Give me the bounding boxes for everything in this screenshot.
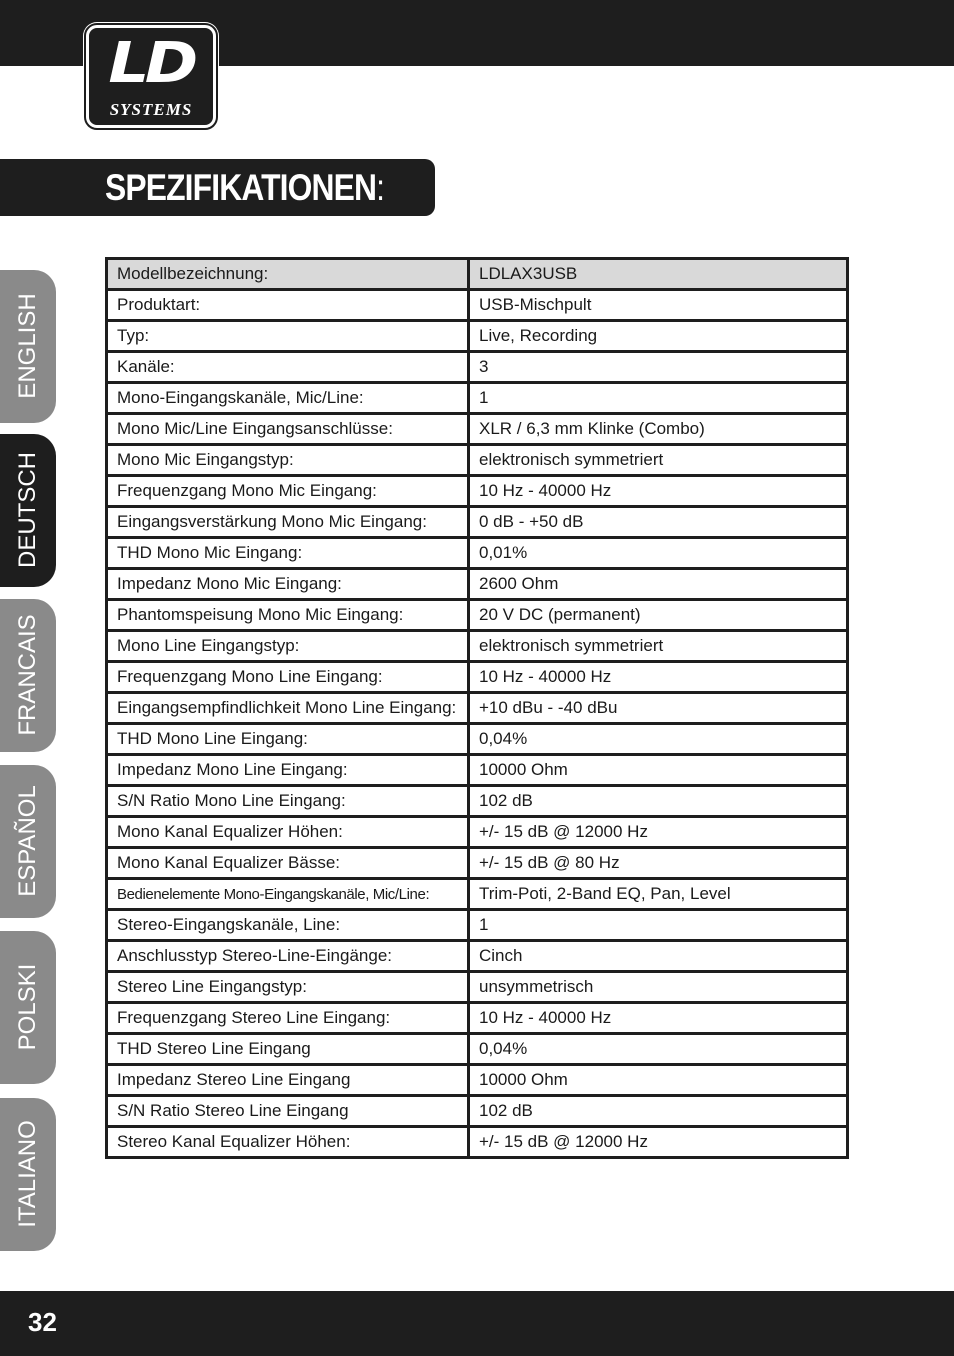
spec-label: Mono Mic Eingangstyp: xyxy=(107,445,469,476)
spec-label: Mono Mic/Line Eingangsanschlüsse: xyxy=(107,414,469,445)
spec-value: 10 Hz - 40000 Hz xyxy=(469,476,848,507)
spec-value: 1 xyxy=(469,910,848,941)
specifications-table xyxy=(105,257,849,1159)
spec-value: 1 xyxy=(469,383,848,414)
spec-value: +/- 15 dB @ 12000 Hz xyxy=(469,1127,848,1158)
spec-value: 0 dB - +50 dB xyxy=(469,507,848,538)
spec-label: Produktart: xyxy=(107,290,469,321)
spec-label: Eingangsempfindlichkeit Mono Line Eingang: xyxy=(107,693,469,724)
spec-value: 0,01% xyxy=(469,538,848,569)
language-tab-francais[interactable] xyxy=(0,599,56,752)
table-row xyxy=(107,600,848,631)
spec-value: +10 dBu - -40 dBu xyxy=(469,693,848,724)
language-tab-label: ENGLISH xyxy=(14,293,41,399)
language-tab-label: FRANCAIS xyxy=(14,614,41,736)
spec-label: Mono Kanal Equalizer Bässe: xyxy=(107,848,469,879)
table-row xyxy=(107,941,848,972)
language-tab-deutsch[interactable] xyxy=(0,434,56,587)
language-tab-italiano[interactable] xyxy=(0,1098,56,1251)
spec-value: +/- 15 dB @ 80 Hz xyxy=(469,848,848,879)
spec-value: USB-Mischpult xyxy=(469,290,848,321)
spec-value: 0,04% xyxy=(469,1034,848,1065)
spec-value: +/- 15 dB @ 12000 Hz xyxy=(469,817,848,848)
table-row xyxy=(107,569,848,600)
table-row xyxy=(107,507,848,538)
spec-value: 2600 Ohm xyxy=(469,569,848,600)
table-row xyxy=(107,879,848,910)
spec-label: Typ: xyxy=(107,321,469,352)
table-row xyxy=(107,1096,848,1127)
spec-label: Modellbezeichnung: xyxy=(107,259,469,290)
table-row xyxy=(107,755,848,786)
table-row xyxy=(107,414,848,445)
table-row xyxy=(107,352,848,383)
language-tab-label: DEUTSCH xyxy=(14,451,41,569)
spec-label: Frequenzgang Mono Line Eingang: xyxy=(107,662,469,693)
spec-value: 0,04% xyxy=(469,724,848,755)
spec-label: Bedienelemente Mono-Eingangskanäle, Mic/Line: xyxy=(107,879,469,910)
spec-value: Live, Recording xyxy=(469,321,848,352)
table-row xyxy=(107,910,848,941)
spec-value: elektronisch symmetriert xyxy=(469,445,848,476)
table-row xyxy=(107,476,848,507)
spec-label: Stereo Line Eingangstyp: xyxy=(107,972,469,1003)
language-tab-english[interactable] xyxy=(0,270,56,423)
spec-value: 10000 Ohm xyxy=(469,755,848,786)
spec-label: Anschlusstyp Stereo-Line-Eingänge: xyxy=(107,941,469,972)
table-row xyxy=(107,631,848,662)
table-row xyxy=(107,1003,848,1034)
language-tab-label: ESPAÑOL xyxy=(14,785,41,897)
spec-label: Mono-Eingangskanäle, Mic/Line: xyxy=(107,383,469,414)
spec-label: Stereo-Eingangskanäle, Line: xyxy=(107,910,469,941)
language-tab-polski[interactable] xyxy=(0,931,56,1084)
spec-label: THD Mono Line Eingang: xyxy=(107,724,469,755)
table-row xyxy=(107,817,848,848)
page-title-text: SPEZIFIKATIONEN xyxy=(105,167,377,208)
table-row xyxy=(107,972,848,1003)
table-row xyxy=(107,383,848,414)
table-row xyxy=(107,724,848,755)
spec-label: S/N Ratio Stereo Line Eingang xyxy=(107,1096,469,1127)
spec-value: 10 Hz - 40000 Hz xyxy=(469,662,848,693)
spec-value: unsymmetrisch xyxy=(469,972,848,1003)
section-title-bar xyxy=(0,159,435,216)
spec-label: THD Stereo Line Eingang xyxy=(107,1034,469,1065)
logo-sub-text: SYSTEMS xyxy=(109,100,193,119)
spec-label: Mono Kanal Equalizer Höhen: xyxy=(107,817,469,848)
spec-label: Impedanz Mono Mic Eingang: xyxy=(107,569,469,600)
table-row xyxy=(107,1065,848,1096)
spec-value: 102 dB xyxy=(469,1096,848,1127)
language-tab-label: POLSKI xyxy=(14,963,41,1051)
spec-value: 20 V DC (permanent) xyxy=(469,600,848,631)
language-tab-espanol[interactable] xyxy=(0,765,56,918)
spec-label: Frequenzgang Stereo Line Eingang: xyxy=(107,1003,469,1034)
spec-label: Kanäle: xyxy=(107,352,469,383)
spec-value: Cinch xyxy=(469,941,848,972)
table-row xyxy=(107,786,848,817)
logo-main-text: LD xyxy=(108,31,194,96)
page-title xyxy=(105,165,384,211)
spec-value: 10000 Ohm xyxy=(469,1065,848,1096)
footer-bar xyxy=(0,1291,954,1356)
spec-value: LDLAX3USB xyxy=(469,259,848,290)
spec-value: 3 xyxy=(469,352,848,383)
spec-label: Stereo Kanal Equalizer Höhen: xyxy=(107,1127,469,1158)
table-row xyxy=(107,693,848,724)
spec-label: THD Mono Mic Eingang: xyxy=(107,538,469,569)
spec-value: XLR / 6,3 mm Klinke (Combo) xyxy=(469,414,848,445)
page-title-colon: : xyxy=(376,167,385,208)
spec-label: S/N Ratio Mono Line Eingang: xyxy=(107,786,469,817)
ld-systems-logo xyxy=(83,22,219,131)
table-row xyxy=(107,662,848,693)
table-row xyxy=(107,1127,848,1158)
page-number: 32 xyxy=(28,1307,57,1337)
spec-label: Eingangsverstärkung Mono Mic Eingang: xyxy=(107,507,469,538)
table-row xyxy=(107,848,848,879)
spec-value: Trim-Poti, 2-Band EQ, Pan, Level xyxy=(469,879,848,910)
logo-badge xyxy=(86,25,216,128)
spec-label: Impedanz Mono Line Eingang: xyxy=(107,755,469,786)
spec-label: Frequenzgang Mono Mic Eingang: xyxy=(107,476,469,507)
spec-value: 10 Hz - 40000 Hz xyxy=(469,1003,848,1034)
table-row xyxy=(107,445,848,476)
spec-label: Mono Line Eingangstyp: xyxy=(107,631,469,662)
table-row xyxy=(107,321,848,352)
table-row xyxy=(107,290,848,321)
table-row xyxy=(107,1034,848,1065)
spec-label: Phantomspeisung Mono Mic Eingang: xyxy=(107,600,469,631)
spec-value: 102 dB xyxy=(469,786,848,817)
language-tab-label: ITALIANO xyxy=(14,1120,41,1228)
spec-label: Impedanz Stereo Line Eingang xyxy=(107,1065,469,1096)
table-row xyxy=(107,538,848,569)
spec-value: elektronisch symmetriert xyxy=(469,631,848,662)
table-row xyxy=(107,259,848,290)
